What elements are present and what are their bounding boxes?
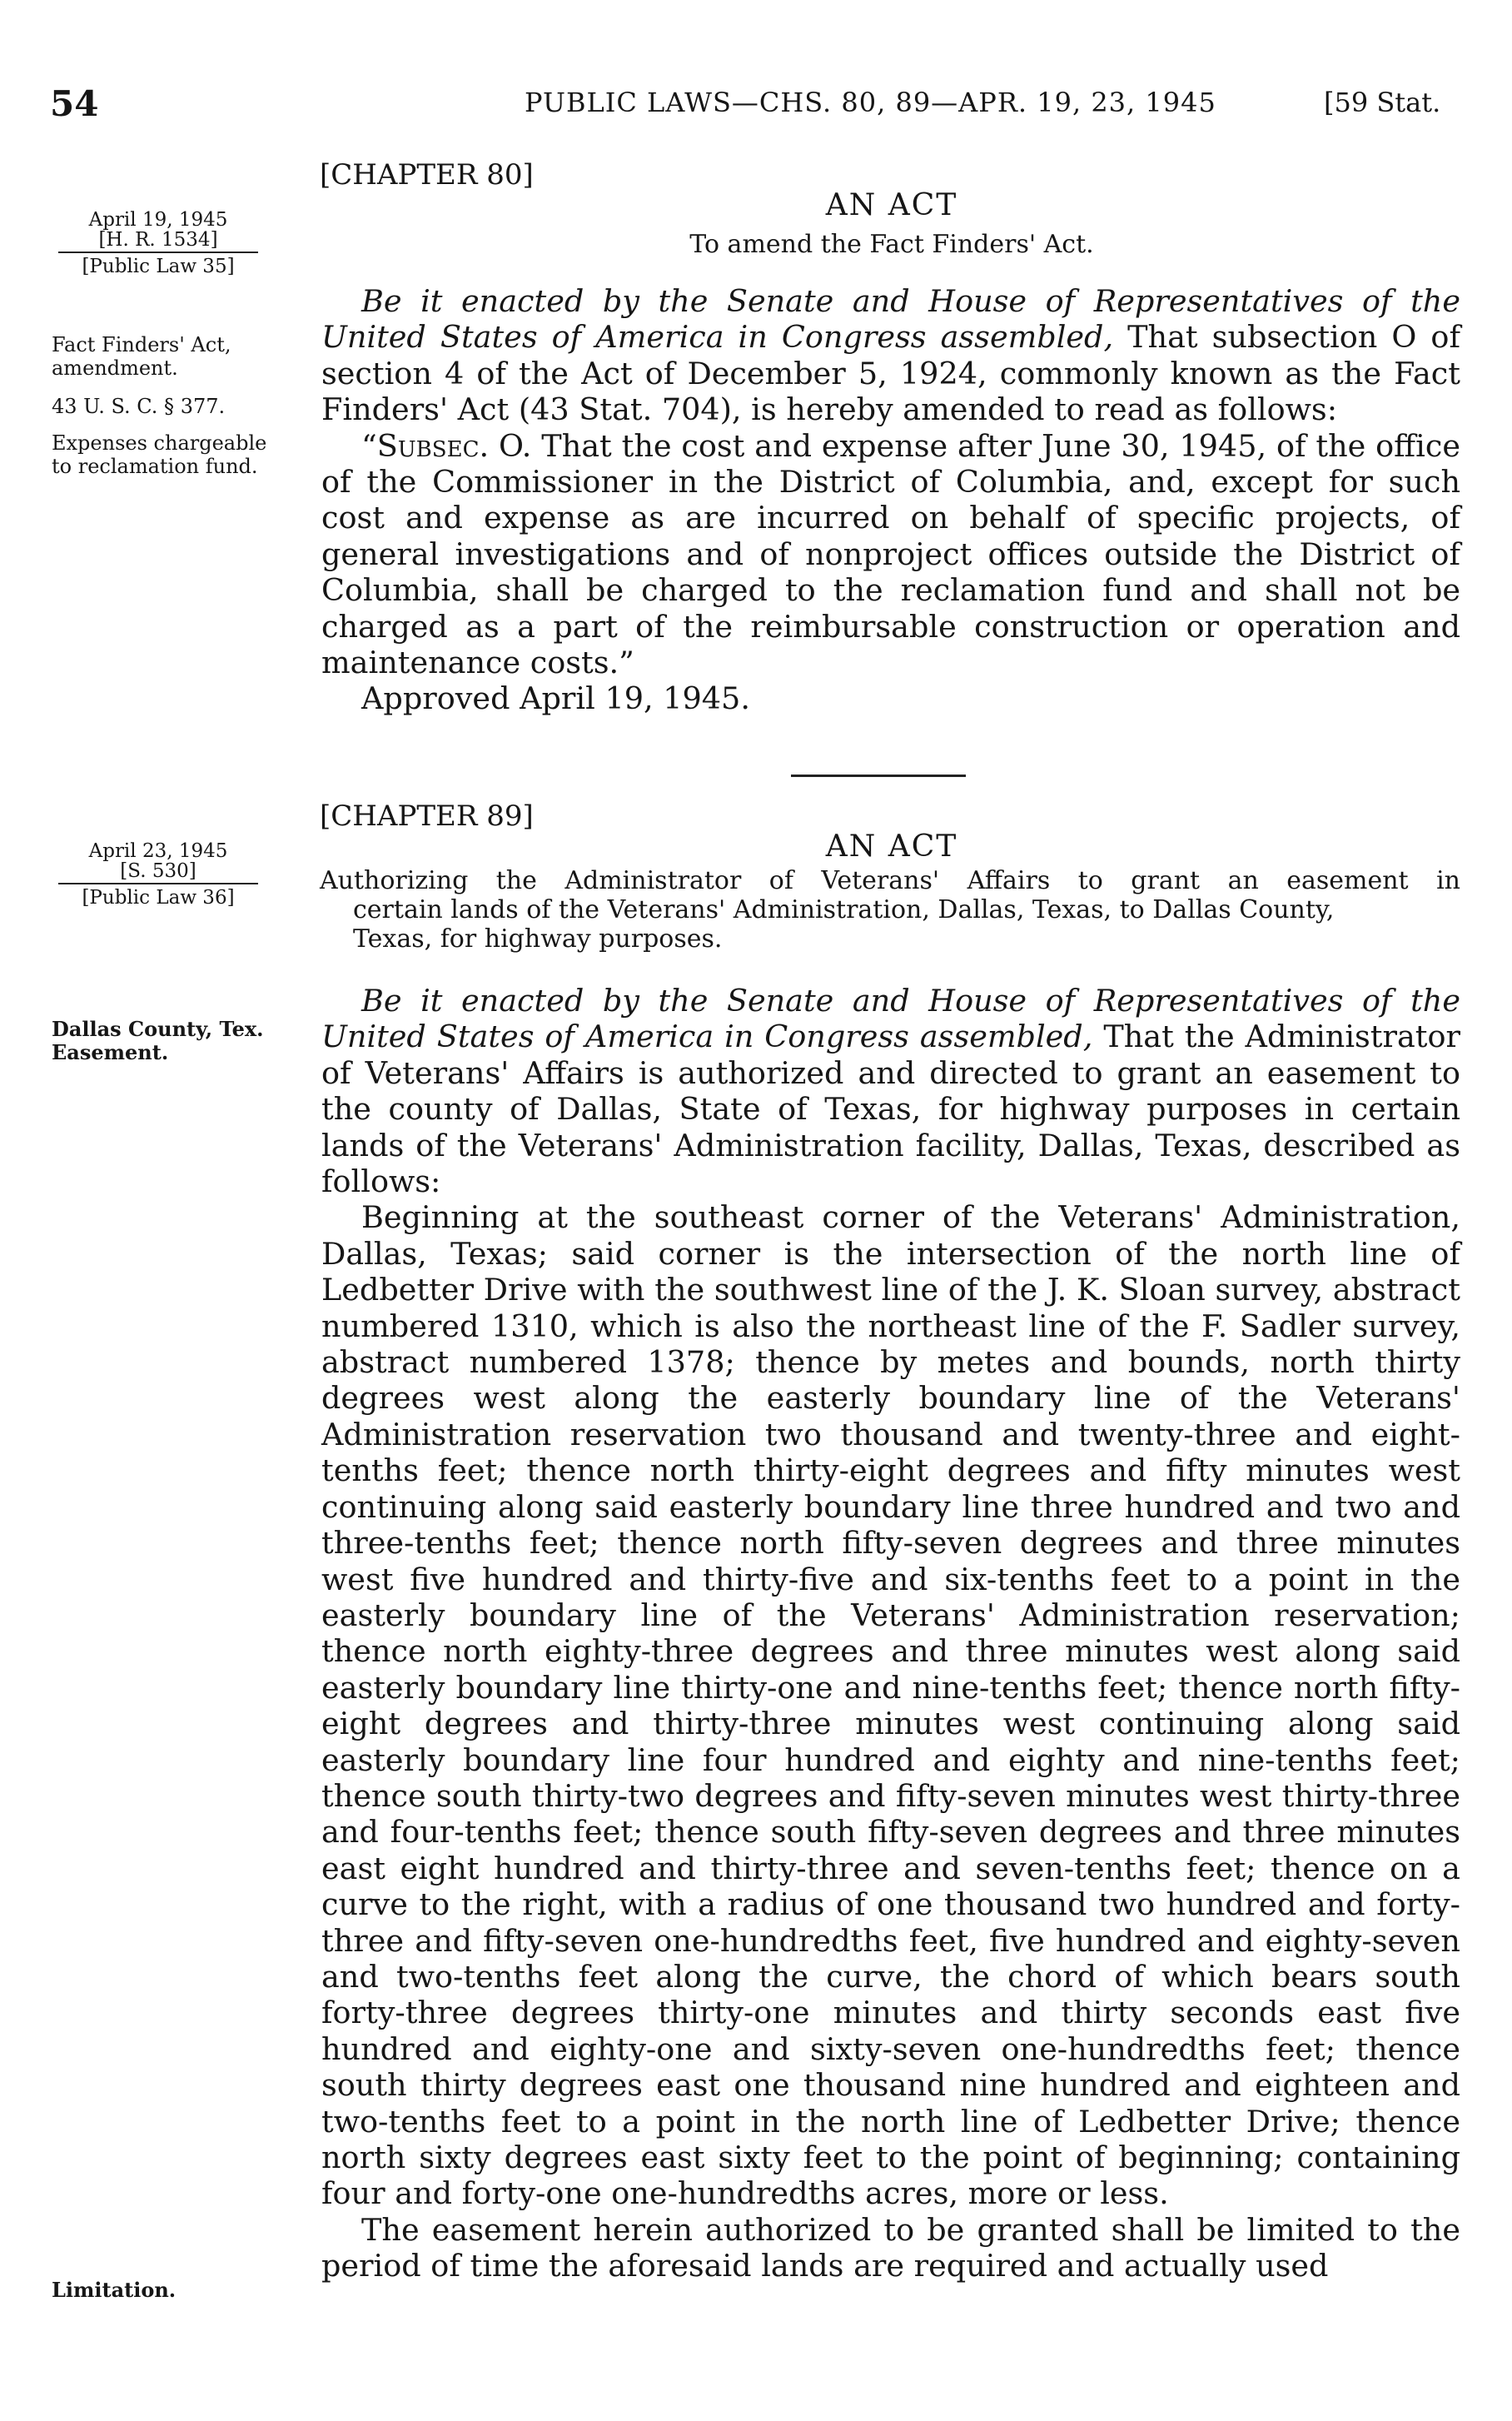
chapter-89-label: [CHAPTER 89]: [320, 800, 534, 833]
chapter-89-enacting-paragraph: [321, 983, 1460, 1199]
chapter-80-subtitle: To amend the Fact Finders' Act.: [689, 230, 1094, 259]
margin-note-fact-finders: Fact Finders' Act, amendment.: [52, 333, 231, 380]
chapter-80-subsection-label: “Subsec. O.: [361, 427, 532, 464]
chapter-separator: [791, 775, 966, 777]
chapter-80-enacting-paragraph: [321, 283, 1460, 428]
chapter-80-text: [321, 283, 1460, 717]
chapter-80-label: [CHAPTER 80]: [320, 158, 534, 192]
chapter-80-act-heading: AN ACT: [825, 188, 958, 222]
running-head: PUBLIC LAWS—CHS. 80, 89—APR. 19, 23, 1945: [525, 87, 1216, 118]
chapter-89-limitation-paragraph: The easement herein authorized to be granted shall be limited to the period of time the aforesaid lands are required and actually used: [321, 2211, 1460, 2284]
chapter-89-enacting-clause: Be it enacted by the Senate and House of Representatives of the United States of America in Congress assembled,: [321, 983, 1460, 1055]
chapter-80-margin-head: [58, 210, 258, 276]
chapter-80-body: That subsection O of section 4 of the Act of December 5, 1924, commonly known as the Fact Finders' Act (43 Stat. 704), is hereby amended to read as follows:: [321, 319, 1460, 428]
chapter-80-quoted-subsection: [321, 428, 1460, 681]
chapter-89-bill-number: [S. 530]: [120, 860, 196, 882]
margin-note-usc-citation: 43 U. S. C. § 377.: [52, 395, 226, 418]
chapter-89-property-description: Beginning at the southeast corner of the Veterans' Administration, Dallas, Texas; said corner is the intersection of the north line of Ledbetter Drive with the southwest line of the J. K. Sloan survey, abstract numbered 1310, which is also the northeast line of the F. Sadler survey, abstract numbered 1378; thence by metes and bounds, north thirty degrees west along the easterly boundary line of the Veterans' Administration reservation two thousand and twenty-three and eight-tenths feet; thence north thirty-eight degrees and fifty minutes west continuing along said easterly boundary line three hundred and two and three-tenths feet; thence north fifty-seven degrees and three minutes west five hundred and thirty-five and six-tenths feet to a point in the easterly boundary line of the Veterans' Administration reservation; thence north eighty-three degrees and three minutes west along said easterly boundary line thirty-one and nine-tenths feet; thence north fifty-eight degrees and thirty-three minutes west continuing along said easterly boundary line four hundred and eighty and nine-tenths feet; thence south thirty-two degrees and fifty-seven minutes west thirty-three and four-tenths feet; thence south fifty-seven degrees and three minutes east eight hundred and thirty-three and seven-tenths feet; thence on a curve to the right, with a radius of one thousand two hundred and forty-three and fifty-seven one-hundredths feet, five hundred and eighty-seven and two-tenths feet along the curve, the chord of which bears south forty-three degrees thirty-one minutes and thirty seconds east five hundred and eighty-one and sixty-seven one-hundredths feet; thence south thirty degrees east one thousand nine hundred and eighteen and two-tenths feet to a point in the north line of Ledbetter Drive; thence north sixty degrees east sixty feet to the point of beginning; containing four and forty-one one-hundredths acres, more or less.: [321, 1199, 1460, 2212]
chapter-89-text: [321, 983, 1460, 2284]
margin-rule: [58, 883, 258, 884]
chapter-80-date: April 19, 1945: [88, 209, 228, 231]
chapter-80-bill-number: [H. R. 1534]: [98, 229, 218, 251]
page-number: 54: [50, 83, 99, 124]
chapter-80-approval: Approved April 19, 1945.: [361, 680, 750, 717]
margin-note-limitation: Limitation.: [52, 2278, 177, 2302]
chapter-89-purpose: [320, 866, 1460, 954]
chapter-89-act-heading: AN ACT: [825, 829, 958, 864]
chapter-89-purpose-line-1: Authorizing the Administrator of Veterans' Affairs to grant an easement in: [320, 866, 1460, 895]
chapter-80-public-law: [Public Law 35]: [82, 256, 235, 277]
volume-reference: [59 Stat.: [1324, 87, 1441, 118]
margin-note-expenses: Expenses chargeable to reclamation fund.: [52, 431, 267, 478]
chapter-80-subsection-text: That the cost and expense after June 30, 1945, of the office of the Commissioner in the District of Columbia, and, except for such cost and expense as are incurred on behalf of specific projects, of general investigations and of nonproject offices outside the District of Columbia, shall be charged to the reclamation fund and shall not be charged as a part of the reimbursable construction or operation and maintenance costs.”: [321, 427, 1460, 681]
chapter-89-date: April 23, 1945: [88, 840, 228, 862]
chapter-80-enacting-clause: Be it enacted by the Senate and House of Representatives of the United States of America in Congress assembled,: [321, 283, 1460, 356]
chapter-89-body: That the Administrator of Veterans' Affairs is authorized and directed to grant an easement to the county of Dallas, State of Texas, for highway purposes in certain lands of the Veterans' Administration facility, Dallas, Texas, described as follows:: [321, 1019, 1460, 1200]
chapter-89-margin-head: [58, 841, 258, 908]
margin-rule: [58, 252, 258, 253]
chapter-89-public-law: [Public Law 36]: [82, 887, 235, 909]
margin-note-dallas-county: Dallas County, Tex. Easement.: [52, 1017, 264, 1064]
chapter-89-purpose-line-3: Texas, for highway purposes.: [353, 924, 723, 954]
chapter-89-purpose-line-2: certain lands of the Veterans' Administration, Dallas, Texas, to Dallas County,: [353, 895, 1335, 924]
